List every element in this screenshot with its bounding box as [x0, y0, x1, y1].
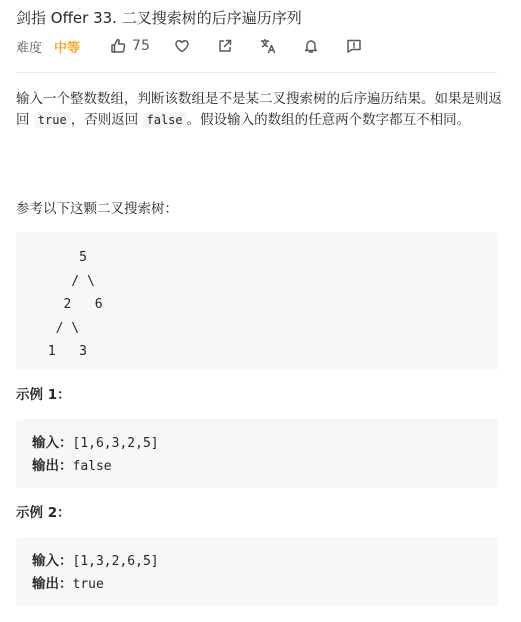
example-2-block — [16, 537, 498, 606]
example-output-line — [32, 571, 482, 594]
description-text: ，否则返回 — [70, 112, 143, 128]
description-text: 。假设输入的数组的任意两个数字都互不相同。 — [186, 112, 471, 128]
like-button[interactable] — [110, 38, 150, 54]
input-value: [1,3,2,6,5] — [72, 554, 159, 569]
problem-meta-bar — [16, 36, 362, 56]
output-label: 输出： — [32, 458, 73, 474]
translate-icon — [260, 38, 276, 54]
feedback-button[interactable] — [346, 38, 362, 54]
input-label: 输入： — [32, 553, 73, 569]
example-1-title: 示例 1： — [16, 387, 71, 403]
reference-label: 参考以下这颗二叉搜索树： — [16, 201, 178, 217]
description-text: 输入一个整数数组，判断该数组是不是某二叉搜索树的后序遍历结果。如果是则返回 — [16, 91, 502, 128]
output-label: 输出： — [32, 576, 73, 592]
example-2-title: 示例 2： — [16, 505, 71, 521]
input-value: [1,6,3,2,5] — [72, 436, 159, 451]
thumbs-up-icon — [110, 38, 126, 54]
example-input-line — [32, 430, 482, 453]
problem-description — [16, 89, 502, 131]
output-value: false — [72, 459, 112, 474]
divider — [16, 72, 497, 73]
feedback-icon — [346, 38, 362, 54]
tree-diagram: 5 / \ 2 6 / \ 1 3 — [47, 250, 103, 359]
share-icon — [217, 38, 233, 54]
difficulty-badge: 中等 — [54, 40, 81, 56]
example-1-block — [16, 419, 498, 488]
difficulty-label: 难度 — [16, 40, 43, 56]
like-count: 75 — [132, 38, 150, 54]
heart-icon — [174, 38, 190, 54]
notify-button[interactable] — [303, 38, 319, 54]
inline-code-false: false — [143, 112, 187, 128]
input-label: 输入： — [32, 435, 73, 451]
share-button[interactable] — [217, 38, 233, 54]
example-output-line — [32, 453, 482, 476]
example-input-line — [32, 548, 482, 571]
inline-code-true: true — [34, 112, 71, 128]
bell-icon — [303, 38, 319, 54]
output-value: true — [72, 577, 104, 592]
translate-button[interactable] — [260, 38, 276, 54]
favorite-button[interactable] — [174, 38, 190, 54]
problem-title: 剑指 Offer 33. 二叉搜索树的后序遍历序列 — [16, 9, 302, 27]
tree-code-block — [16, 232, 498, 370]
